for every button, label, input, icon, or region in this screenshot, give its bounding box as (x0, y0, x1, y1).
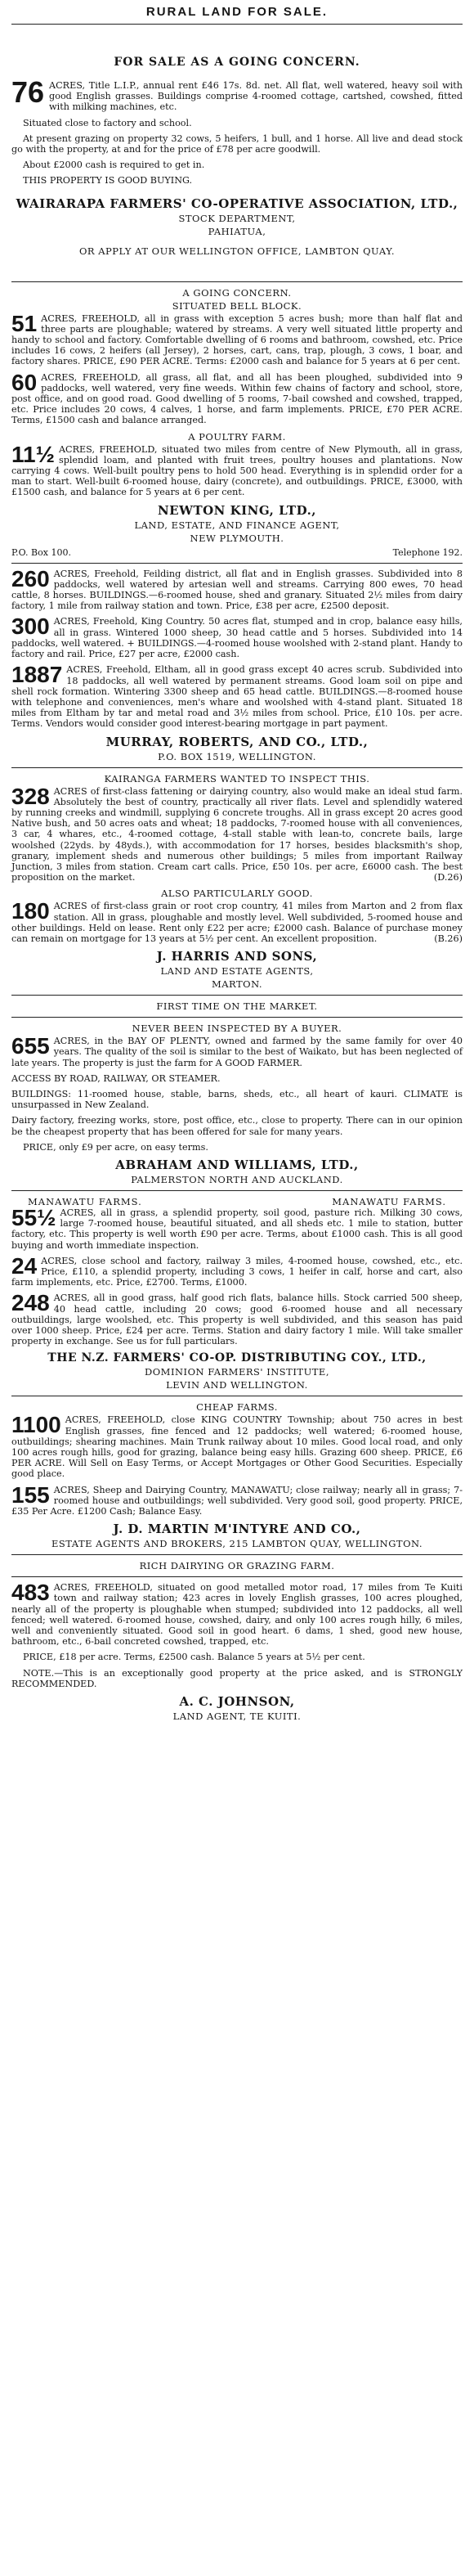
listing-260 (11, 565, 463, 612)
agent-sub: LAND, ESTATE, AND FINANCE AGENT, (134, 519, 340, 531)
acreage-number: 483 (11, 1580, 50, 1606)
agent-name: A. C. JOHNSON, (179, 1694, 295, 1710)
listing-text: ACRES, Freehold, Feilding district, all flat and in English grasses. Subdivided into 8 paddocks, well watered by artesian well and streams. Carrying 800 ewes, 70 head cattle, 8 horses. BUILDINGS.—6-roomed house, shed and granary. Situated 2½ miles from dairy factory, 1 mile from railway station and town. Price, £38 per acre, £2500 deposit. (11, 568, 463, 612)
listing-note: Dairy factory, freezing works, store, post office, etc., close to property. There can in our opinion be the cheapest property that has been offered for sale for many years. (11, 1115, 463, 1137)
acreage-number: 260 (11, 565, 50, 591)
agent-alt: OR APPLY AT OUR WELLINGTON OFFICE, LAMBTON QUAY. (79, 245, 395, 257)
listing-248 (11, 1292, 463, 1346)
divider (11, 1576, 463, 1577)
listing-note: NOTE.—This is an exceptionally good property at the price asked, and is STRONGLY RECOMMENDED. (11, 1667, 463, 1689)
listing-51 (11, 310, 463, 367)
ad-heading-left: MANAWATU FARMS. (28, 1195, 142, 1207)
acreage-number: 24 (11, 1252, 38, 1279)
listing-note: ACCESS BY ROAD, RAILWAY, OR STEAMER. (11, 1072, 221, 1084)
ad-heading: KAIRANGA FARMERS WANTED TO INSPECT THIS. (104, 772, 370, 784)
ad-heading: FOR SALE AS A GOING CONCERN. (114, 56, 360, 69)
ad-subheading: ALSO PARTICULARLY GOOD. (161, 888, 313, 900)
listing-text: ACRES, in the BAY OF PLENTY, owned and farmed by the same family for over 40 years. The quality of the soil is similar to the best of Waikato, but has been neglected of late years. The property is just the farm for A GOOD FARMER. (11, 1036, 463, 1068)
acreage-number: 1887 (11, 662, 63, 688)
ref-code: (B.26) (434, 933, 463, 944)
acreage-number: 55½ (11, 1204, 56, 1230)
listing-text: ACRES, Title L.I.P., annual rent £46 17s. 8d. net. All flat, well watered, heavy soil with good English grasses. Buildings comprise 4-roomed cottage, cartshed, cowshed, fitted with milking machines, etc. (49, 80, 463, 113)
listing-note: THIS PROPERTY IS GOOD BUYING. (23, 175, 193, 187)
ad-nz-farmers (11, 1196, 463, 1391)
contact-row (11, 547, 463, 558)
telephone: Telephone 192. (392, 546, 463, 558)
divider (11, 281, 463, 282)
ad-subheading: NEVER BEEN INSPECTED BY A BUYER. (132, 1023, 342, 1035)
listing-text: ACRES, FREEHOLD, close KING COUNTRY Township; about 750 acres in best English grasses, fine fenced and 12 paddocks; well watered; 6-roomed house, outbuildings; shearing machines. Main Trunk railway about 10 miles. Good local road, and only 100 acres rough hills, good for grazing, balance being easy hills. Grazing 600 sheep. PRICE, £6 PER ACRE. Will Sell on Easy Terms, or Accept Mortgages or Other Good Securities. Especially good place. (11, 1414, 463, 1480)
listing-note: BUILDINGS: 11-roomed house, stable, barns, sheds, etc., all heart of kauri. CLIMATE is unsurpassed in New Zealand. (11, 1088, 463, 1111)
listing-note: At present grazing on property 32 cows, 5 heifers, 1 bull, and 1 horse. All live and dead stock go with the property, at and for the price of £78 per acre goodwill. (11, 133, 463, 155)
agent-town: LEVIN AND WELLINGTON. (166, 1379, 308, 1391)
ad-heading: A GOING CONCERN. (182, 286, 292, 299)
acreage-number: 76 (11, 75, 45, 109)
listing-1100 (11, 1414, 463, 1479)
agent-sub: LAND AND ESTATE AGENTS, (160, 965, 314, 978)
acreage-number: 60 (11, 369, 38, 395)
listing-text: ACRES, Freehold, Eltham, all in good grass except 40 acres scrub. Subdivided into 18 paddocks, all well watered by permanent streams. Good loam soil on pipe and shell rock formation. Wintering 3300 sheep and 65 head cattle. BUILDINGS.—8-roomed house with telephone and conveniences, men's whare and woolshed with 4-stand plant. Situated 18 miles from Eltham by tar and metal road and 3½ miles from school. Price, £10 10s. per acre. Terms. Vendors would consider good interest-bearing mortgage in part payment. (11, 664, 463, 730)
divider (11, 563, 463, 564)
ad-heading-row (11, 1196, 463, 1207)
ad-newton-king (11, 287, 463, 558)
listing-text: ACRES, all in good grass, half good rich flats, balance hills. Stock carried 500 sheep, 40 head cattle, including 20 cows; good 6-roomed house and all necessary outbuildings, large woolshed, etc. This property is well subdivided, and this season has paid over 1000 sheep. Price, £24 per acre. Terms. Station and dairy factory 1 mile. Will take smaller property in exchange. See us for full particulars. (11, 1292, 463, 1347)
ad-abraham-williams (11, 1000, 463, 1185)
agent-name: THE N.Z. FARMERS' CO-OP. DISTRIBUTING COY., LTD., (47, 1351, 427, 1365)
ad-heading: RICH DAIRYING OR GRAZING FARM. (139, 1560, 335, 1572)
divider (11, 1554, 463, 1555)
agent-town: MARTON. (211, 978, 263, 991)
listing-11 (11, 441, 463, 498)
agent-name: ABRAHAM AND WILLIAMS, LTD., (115, 1157, 359, 1172)
ad-martin-mcintyre (11, 1401, 463, 1549)
listing-text: ACRES, Sheep and Dairying Country, MANAWATU; close railway; nearly all in grass; 7-roomed house and outbuildings; well subdivided. Very good soil, good property. PRICE, £35 Per Acre. £1200 Cash; Balance Easy. (11, 1484, 463, 1517)
listing-text: ACRES, Freehold, King Country. 50 acres flat, stumped and in crop, balance easy hills, all in grass. Wintered 1000 sheep, 30 head cattle and 5 horses. Subdivided into 14 paddocks, well watered. + BUILDINGS.—4-roomed house woolshed with 2-stand plant. Handy to factory and rail. Price, £27 per acre, £2000 cash. (11, 616, 463, 660)
ad-subheading: A POULTRY FARM. (188, 430, 286, 443)
listing-text: ACRES, FREEHOLD, all in grass with exception 5 acres bush; more than half flat and three parts are ploughable; watered by streams. A very well situated little property and handy to school and factory. Comfortable dwelling of 6 rooms and bathroom, cowshed, etc. Price includes 16 cows, 2 heifers (all Jersey), 2 horses, cart, cans, trap, plough, 3 cows, 1 boar, and factory shares. PRICE, £90 PER ACRE. Terms: £2000 cash and balance for 5 years at 6 per cent. (11, 312, 463, 367)
listing-note: About £2000 cash is required to get in. (23, 160, 205, 171)
ref-code: (D.26) (433, 872, 463, 883)
acreage-number: 655 (11, 1033, 50, 1059)
agent-name: NEWTON KING, LTD., (157, 502, 317, 518)
listing-text: ACRES of first-class grain or root crop country, 41 miles from Marton and 2 from flax station. All in grass, ploughable and mostly level. Well subdivided, 5-roomed house and other buildings. Held on lease. Rent only £22 per acre; £2000 cash. Balance of purchase money can remain on mortgage for 13 years at 5½ per cent. An excellent proposition. (11, 901, 463, 944)
listing-24 (11, 1252, 463, 1288)
listing-text: ACRES, all in grass, a splendid property, soil good, pasture rich. Milking 30 cows, large 7-roomed house, beautiful situated, and all sheds etc. 1 mile to station, butter factory, etc. This property is well worth £90 per acre. Terms, about £1000 cash. This is all good buying and worth immediate inspection. (11, 1207, 463, 1251)
listing-483 (11, 1582, 463, 1647)
acreage-number: 11½ (11, 441, 55, 467)
ad-heading-right: MANAWATU FARMS. (332, 1195, 446, 1207)
divider (11, 767, 463, 768)
page-heading: RURAL LAND FOR SALE. (145, 5, 329, 19)
divider (11, 24, 463, 25)
listing-text: ACRES, close school and factory, railway 3 miles, 4-roomed house, cowshed, etc., etc. Price, £110, a splendid property, including 3 cows, 1 heifer in calf, horse and cart, also farm implements, etc. Price, £2700. Terms, £1000. (11, 1255, 463, 1288)
ad-subheading: SITUATED BELL BLOCK. (172, 299, 302, 312)
agent-name: J. D. MARTIN M'INTYRE AND CO., (113, 1522, 361, 1537)
listing-180 (11, 898, 463, 944)
ad-johnson (11, 1560, 463, 1722)
acreage-number: 1100 (11, 1412, 61, 1438)
divider (11, 1190, 463, 1191)
acreage-number: 328 (11, 783, 50, 809)
ad-going-concern-76 (11, 56, 463, 257)
divider (11, 995, 463, 996)
agent-town: NEW PLYMOUTH. (190, 532, 284, 544)
listing-note: PRICE, £18 per acre. Terms, £2500 cash. Balance 5 years at 5½ per cent. (23, 1652, 365, 1663)
agent-name: J. HARRIS AND SONS, (156, 949, 318, 964)
listing-55 (11, 1204, 463, 1251)
agent-sub: ESTATE AGENTS AND BROKERS, 215 LAMBTON QUAY, WELLINGTON. (51, 1538, 423, 1550)
ad-heading: CHEAP FARMS. (196, 1401, 278, 1414)
ad-heading: FIRST TIME ON THE MARKET. (156, 1000, 318, 1013)
listing-note: PRICE, only £9 per acre, on easy terms. (23, 1141, 208, 1153)
listing-note: Situated close to factory and school. (23, 117, 192, 128)
agent-name: WAIRARAPA FARMERS' CO-OPERATIVE ASSOCIATION, LTD., (16, 196, 458, 211)
agent-town: PAHIATUA, (208, 225, 266, 237)
ad-harris-sons (11, 773, 463, 991)
acreage-number: 300 (11, 614, 50, 640)
acreage-number: 51 (11, 310, 38, 336)
agent-sub: LAND AGENT, TE KUITI. (172, 1711, 302, 1723)
listing-text: ACRES of first-class fattening or dairying country, also would make an ideal stud farm. Absolutely the best of country, practically all river flats. Level and splendidly watered by running creeks and windmill, supplying 6 concrete troughs. All in grass except 20 acres good Native bush, and 50 acres oats and wheat; 18 paddocks, 7-roomed house with all conveniences, 3 car, 4 whares, etc., 4-roomed cottage, 4-stall stable with lean-to, concrete bails, large woolshed (22yds. by 48yds.), with accommodation for 17 horses, besides blacksmith's shop, granary, implement sheds and numerous other buildings; 5 miles from important Railway Junction, 3 miles from station. Cream cart calls. Price, £50 10s. per acre, £6000 cash. The best proposition on the market. (11, 785, 463, 883)
listing-text: ACRES, FREEHOLD, all grass, all flat, and all has been ploughed, subdivided into 9 paddocks, well watered, very fine weeds. Within few chains of factory and school, store, post office, and on good road. Good dwelling of 5 rooms, 7-bail cowshed and cowshed, trapped, etc. Price includes 20 cows, 4 calves, 1 horse, and farm implements. PRICE, £70 PER ACRE. Terms, £1500 cash and balance arranged. (11, 371, 463, 426)
listing-300 (11, 616, 463, 659)
listing-655 (11, 1033, 463, 1068)
agent-dept: STOCK DEPARTMENT, (178, 212, 296, 224)
agent-sub: P.O. BOX 1519, WELLINGTON. (158, 750, 316, 762)
listing-155 (11, 1481, 463, 1517)
listing-1887 (11, 664, 463, 729)
divider (11, 1017, 463, 1018)
agent-sub: DOMINION FARMERS' INSTITUTE, (145, 1366, 329, 1378)
agent-sub: PALMERSTON NORTH AND AUCKLAND. (131, 1173, 343, 1185)
ad-murray-roberts (11, 565, 463, 762)
listing-text: ACRES, FREEHOLD, situated two miles from centre of New Plymouth, all in grass, splendid loam, and planted with fruit trees, poultry houses and plantations. Now carrying 4 cows. Well-built poultry pens to hold 500 head. Everything is in splendid order for a man to start. Well-built 6-roomed house, dairy (concrete), and outbuildings. PRICE, £3000, with £1500 cash, and balance for 5 years at 6 per cent. (11, 443, 463, 498)
listing-60 (11, 369, 463, 426)
agent-name: MURRAY, ROBERTS, AND CO., LTD., (105, 734, 369, 749)
po-box: P.O. Box 100. (11, 546, 71, 558)
listing-328 (11, 783, 463, 883)
acreage-number: 180 (11, 898, 50, 924)
acreage-number: 248 (11, 1290, 50, 1316)
acreage-number: 155 (11, 1481, 50, 1508)
listing-76 (11, 75, 463, 113)
listing-text: ACRES, FREEHOLD, situated on good metalled motor road, 17 miles from Te Kuiti town and railway station; 423 acres in lovely English grasses, 100 acres ploughed, nearly all of the property is ploughable when stumped; subdivided into 12 paddocks, all well fenced; well watered. 6-roomed house, cowshed, dairy, and only 100 acres rough hilly, 6 miles, well and conveniently situated. Good soil in good heart. 6 dams, 1 shed, good new house, bathroom, etc., 6-bail concreted cowshed, trapped, etc. (11, 1582, 463, 1648)
